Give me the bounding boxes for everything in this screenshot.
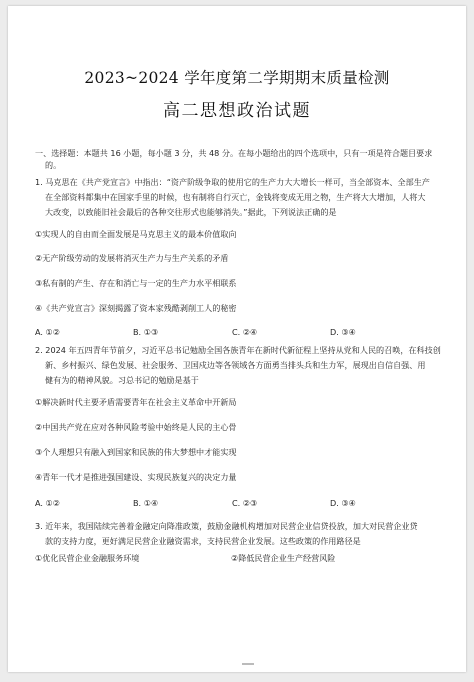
q1-choice: ④《共产党宣言》深刻揭露了资本家残酷剥削工人的秘密 (35, 303, 237, 313)
q1-stem-line: 在全部资料都集中在国家手里的时候，也有制将自行灭亡，金钱将变成无用之物，生产将大大增加，人将大 (45, 192, 426, 202)
q3-stem-line: 3. 近年来，我国陆续完善着金融定向降准政策，鼓励金融机构增加对民营企业信贷投放，加大对民营企业贷 (35, 521, 418, 531)
q1-stem-line: 大改变，以致能旧社会最后的各种交往形式也能够消失。”据此，下列说法正确的是 (45, 207, 337, 217)
q2-option-b: B. ①④ (133, 498, 159, 508)
q3-stem-line: 款的支持力度，更好满足民营企业融资需求，支持民营企业发展。这些政策的作用路径是 (45, 536, 361, 546)
q2-choice: ④青年一代才是推进强国建设、实现民族复兴的决定力量 (35, 472, 237, 482)
q1-option-b: B. ①③ (133, 327, 159, 337)
page-footer-mark (242, 663, 254, 665)
q1-option-a: A. ①② (35, 327, 61, 337)
q2-option-a: A. ①② (35, 498, 61, 508)
exam-page (8, 6, 466, 672)
q2-choice: ③个人理想只有融入到国家和民族的伟大梦想中才能实现 (35, 447, 237, 457)
q1-choice: ②无产阶级劳动的发展将消灭生产力与生产关系的矛盾 (35, 253, 229, 263)
exam-title: 2023~2024 学年度第二学期期末质量检测 (84, 69, 390, 87)
q2-stem-line: 新、乡村振兴、绿色发展、社会服务、卫国戍边等各领域各方面勇当排头兵和生力军，展现出自信自强、用 (45, 360, 426, 370)
q2-option-c: C. ②③ (232, 498, 258, 508)
q2-stem-line: 2. 2024 年五四青年节前夕，习近平总书记勉励全国各族青年在新时代新征程上坚持从党和人民的召唤，在科技创 (35, 345, 441, 355)
q2-choice: ①解决新时代主要矛盾需要青年在社会主义革命中开新局 (35, 397, 237, 407)
q2-stem-line: 健有为的精神风貌。习总书记的勉励是基于 (45, 375, 199, 385)
instructions-line: 的。 (45, 160, 62, 170)
q2-option-d: D. ③④ (330, 498, 356, 508)
q3-choice: ①优化民营企业金融服务环境 (35, 553, 140, 563)
q3-choice: ②降低民营企业生产经营风险 (231, 553, 336, 563)
q1-option-c: C. ②④ (232, 327, 258, 337)
q2-choice: ②中国共产党在应对各种风险考验中始终是人民的主心骨 (35, 422, 237, 432)
q1-choice: ①实现人的自由而全面发展是马克思主义的最本价值取向 (35, 229, 237, 239)
q1-stem-line: 1. 马克思在《共产党宣言》中指出：“资产阶级争取的使用它的生产力大大增长一样可，当全部资本、全部生产 (35, 177, 430, 187)
instructions-line: 一、选择题：本题共 16 小题，每小题 3 分，共 48 分。在每小题给出的四个选项中，只有一项是符合题目要求 (35, 148, 433, 158)
q1-choice: ③私有制的产生、存在和消亡与一定的生产力水平相联系 (35, 278, 237, 288)
exam-subtitle: 高二思想政治试题 (163, 101, 311, 121)
q1-option-d: D. ③④ (330, 327, 356, 337)
